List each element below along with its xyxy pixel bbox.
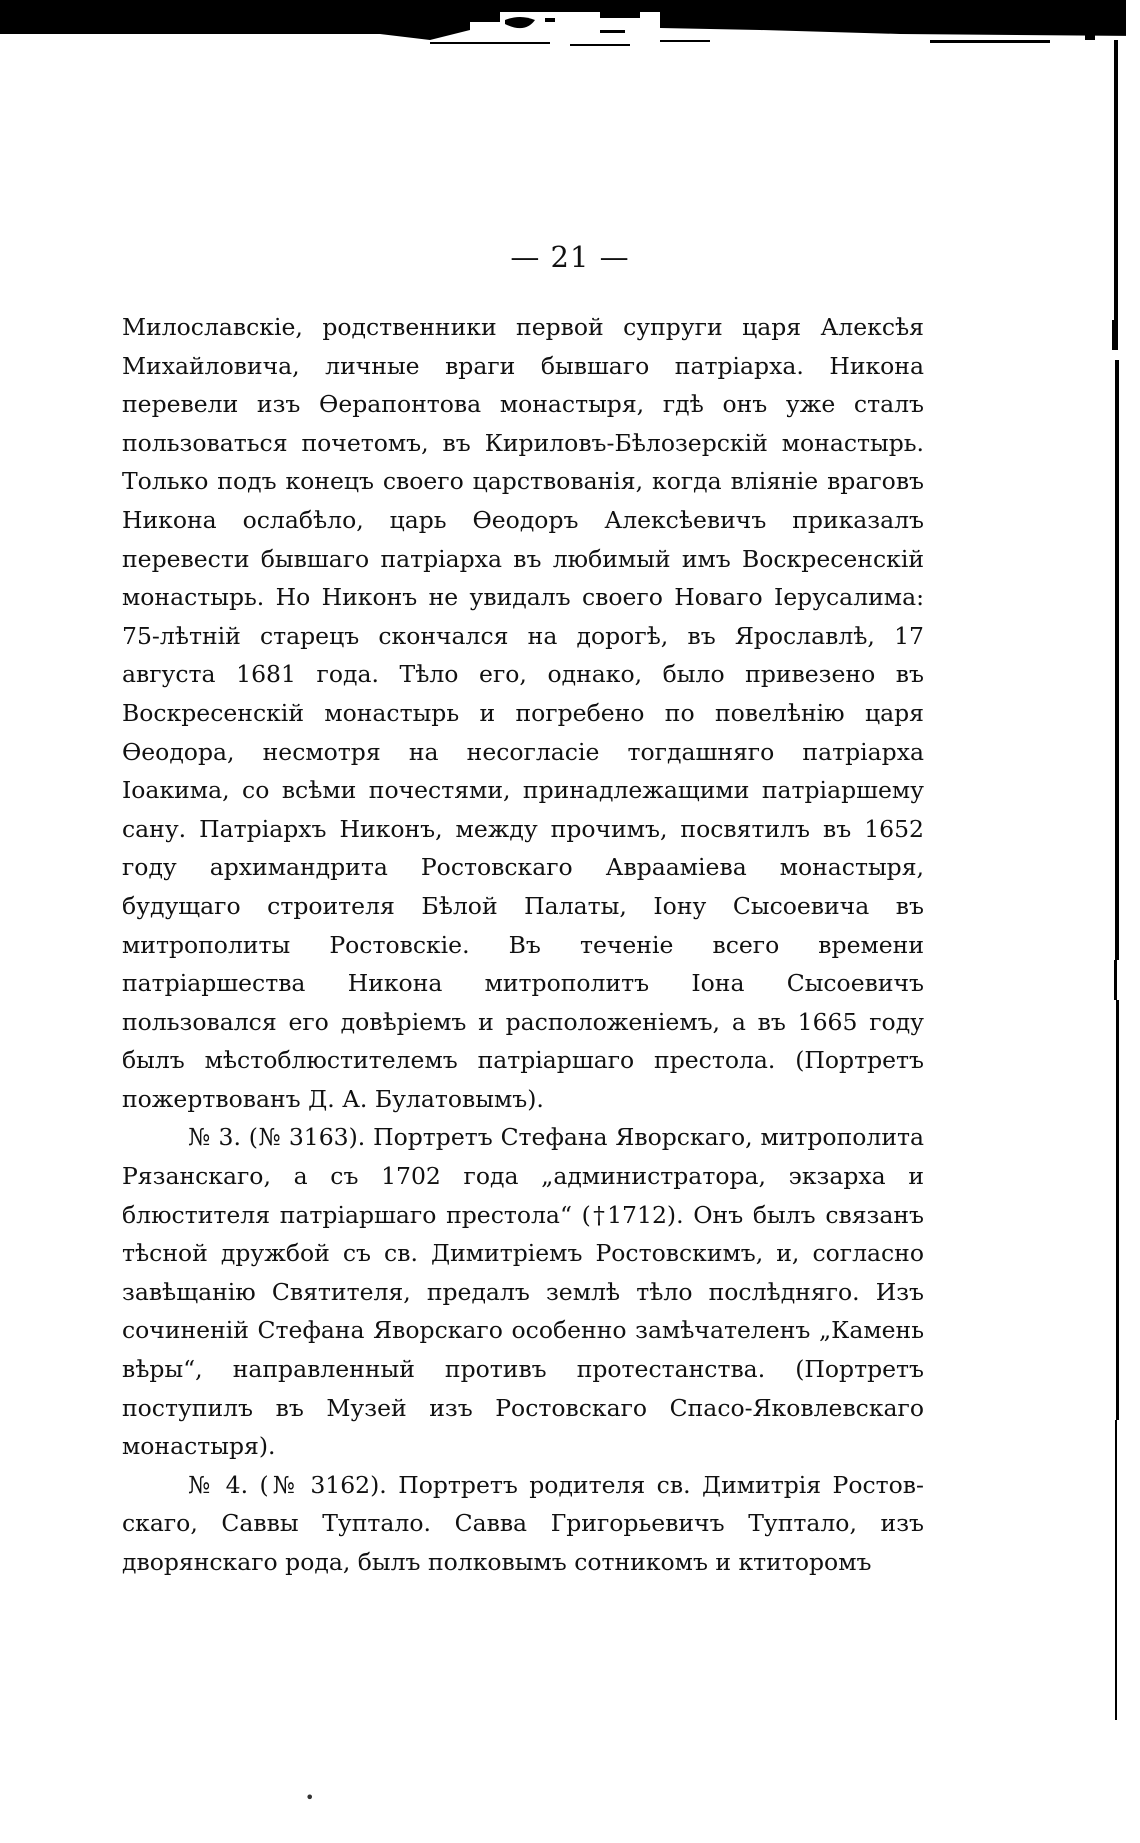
scan-top-edge [0,0,1140,52]
paragraph-2: № 3. (№ 3163). Портретъ Стефана Яворскаго, митрополита Рязанскаго, а съ 1702 года „администратора, экзарха и блюстителя патріаршаго престола“ (†1712). Онъ былъ связанъ тѣсной дружбой съ св. Димитріемъ Ростовскимъ, и, согласно завѣщанію Святителя, предалъ землѣ тѣло послѣдняго. Изъ сочиненій Стефана Яворскаго особенно замѣчателенъ „Камень вѣры“, направленный противъ протестанства. (Портретъ поступилъ въ Музей изъ Ростовскаго Спасо-Яковлевскаго монастыря). [122,1123,924,1461]
paragraph-3: № 4. (№ 3162). Портретъ родителя св. Димитрія Ростовскаго, Саввы Туптало. Савва Григорьевичъ Туптало, изъ дворянскаго рода, былъ полковымъ сотникомъ и ктиторомъ [122,1470,924,1576]
footer-mark: • [305,1788,315,1807]
scan-right-edge [1100,0,1140,1843]
page-number: — 21 — [510,240,630,274]
page-text [122,308,924,1582]
paragraph-1: Милославскіе, родственники первой супруги царя Алексѣя Михайловича, личные враги бывшаго патріарха. Никона перевели изъ Ѳерапонтова монастыря, гдѣ онъ уже сталъ пользоваться почетомъ, въ Кириловъ-Бѣлозерскій монастырь. Только подъ конецъ своего царствованія, когда вліяніе враговъ Никона ослабѣло, царь Ѳеодоръ Алексѣевичъ приказалъ перевести бывшаго патріарха въ любимый имъ Воскресенскій монастырь. Но Никонъ не увидалъ своего Новаго Іерусалима: 75-лѣтній старецъ скончался на дорогѣ, въ Ярославлѣ, 17 августа 1681 года. Тѣло его, однако, было привезено въ Воскресенскій монастырь и погребено по повелѣнію царя Ѳеодора, несмотря на несогласіе тогдашняго патріарха Іоакима, со всѣми почестями, принадлежащими патріаршему сану. Патріархъ Никонъ, между прочимъ, посвятилъ въ 1652 году архимандрита Ростовскаго Аврааміева монастыря, будущаго строителя Бѣлой Палаты, Іону Сысоевича въ митрополиты Ростовскіе. Въ теченіе всего времени патріаршества Никона митрополитъ Іона Сысоевичъ пользовался его довѣріемъ и расположеніемъ, а въ 1665 году былъ мѣстоблюстителемъ патріаршаго престола. (Портретъ пожертвованъ Д. А. Булатовымъ). [122,313,924,1113]
